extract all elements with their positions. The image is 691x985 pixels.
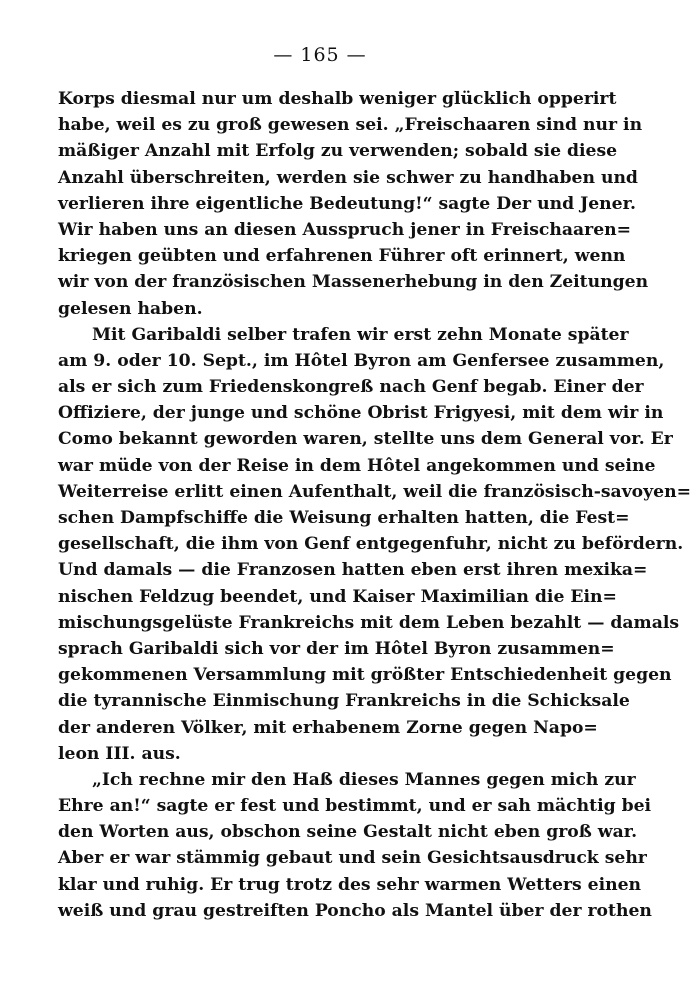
text-line: mäßiger Anzahl mit Erfolg zu verwenden; sobald sie diese: [58, 141, 618, 162]
text-line: Mit Garibaldi selber trafen wir erst zehn Monate später: [92, 324, 629, 345]
text-line: Aber er war stämmig gebaut und sein Gesichtsausdruck sehr: [58, 848, 647, 869]
text-line: der anderen Völker, mit erhabenem Zorne gegen Napo=: [58, 717, 598, 738]
text-line: Como bekannt geworden waren, stellte uns dem General vor. Er: [58, 429, 673, 450]
text-line: Ehre an!“ sagte er fest und bestimmt, und er sah mächtig bei: [58, 796, 652, 817]
page-number: — 165 —: [273, 44, 367, 66]
text-line: wir von der französischen Massenerhebung in den Zeitungen: [58, 272, 649, 293]
text-line: die tyrannische Einmischung Frankreichs in die Schicksale: [58, 691, 630, 712]
text-line: habe, weil es zu groß gewesen sei. „Freischaaren sind nur in: [58, 115, 643, 136]
text-line: Und damals — die Franzosen hatten eben erst ihren mexika=: [58, 560, 648, 581]
text-line: als er sich zum Friedenskongreß nach Genf begab. Einer der: [58, 377, 644, 398]
text-line: mischungsgelüste Frankreichs mit dem Leben bezahlt — damals: [58, 612, 680, 633]
text-line: klar und ruhig. Er trug trotz des sehr warmen Wetters einen: [58, 874, 642, 895]
text-line: war müde von der Reise in dem Hôtel angekommen und seine: [58, 455, 656, 476]
text-line: sprach Garibaldi sich vor der im Hôtel Byron zusammen=: [58, 638, 615, 659]
text-line: nischen Feldzug beendet, und Kaiser Maximilian die Ein=: [58, 586, 617, 607]
text-line: weiß und grau gestreiften Poncho als Mantel über der rothen: [58, 900, 652, 921]
text-line: gelesen haben.: [58, 298, 203, 319]
body-text: [58, 86, 691, 924]
text-line: Weiterreise erlitt einen Aufenthalt, weil die französisch-savoyen=: [58, 481, 691, 502]
text-line: Offiziere, der junge und schöne Obrist Frigyesi, mit dem wir in: [58, 403, 664, 424]
text-line: den Worten aus, obschon seine Gestalt nicht eben groß war.: [58, 822, 638, 843]
text-line: verlieren ihre eigentliche Bedeutung!“ sagte Der und Jener.: [58, 193, 637, 214]
text-line: Wir haben uns an diesen Ausspruch jener in Freischaaren=: [58, 219, 632, 240]
text-line: schen Dampfschiffe die Weisung erhalten hatten, die Fest=: [58, 508, 630, 528]
text-line: Korps diesmal nur um deshalb weniger glücklich opperirt: [58, 89, 617, 109]
text-line: gekommenen Versammlung mit größter Entschiedenheit gegen: [58, 665, 672, 686]
text-line: kriegen geübten und erfahrenen Führer oft erinnert, wenn: [58, 246, 626, 267]
text-line: gesellschaft, die ihm von Genf entgegenfuhr, nicht zu befördern.: [58, 534, 684, 555]
text-line: „Ich rechne mir den Haß dieses Mannes gegen mich zur: [92, 769, 636, 790]
text-line: am 9. oder 10. Sept., im Hôtel Byron am Genfersee zusammen,: [58, 350, 665, 371]
text-line: Anzahl überschreiten, werden sie schwer zu handhaben und: [58, 167, 638, 188]
text-line: leon III. aus.: [58, 743, 181, 764]
